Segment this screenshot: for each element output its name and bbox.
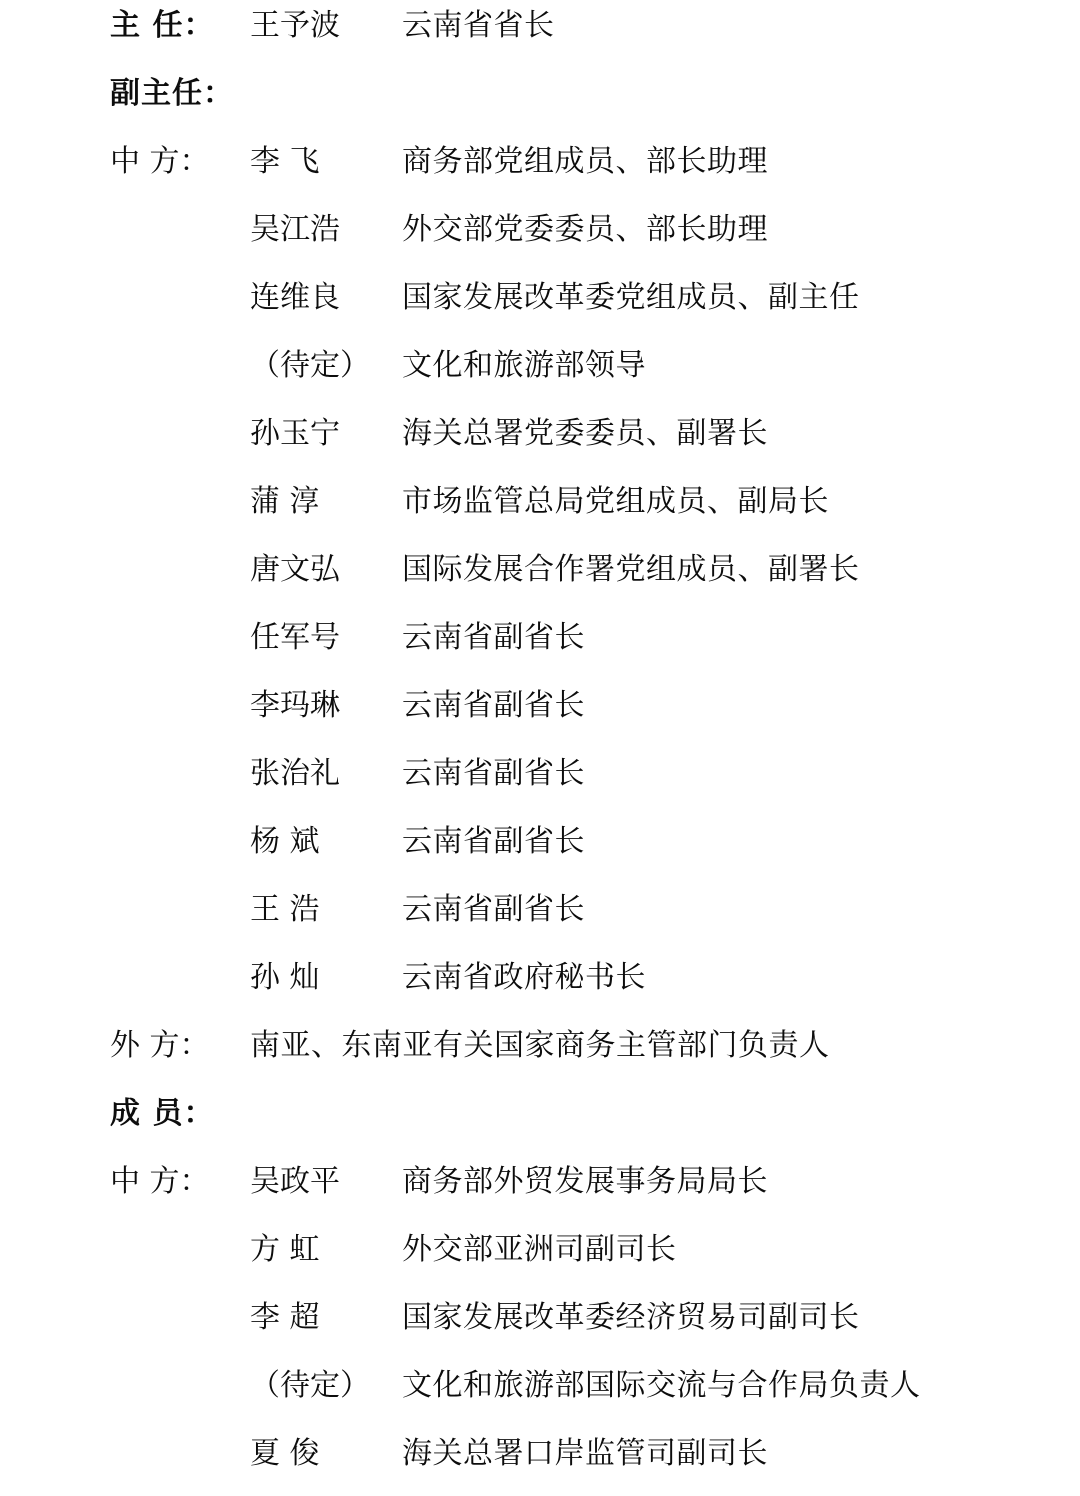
person-name: （待定） [250,348,370,383]
person-title: 国家发展改革委经济贸易司副司长 [402,1300,860,1335]
vice-chair-chinese-row-0 [0,136,1040,204]
chair-name: 王予波 [250,8,340,43]
person-name: 蒲 淳 [250,484,320,519]
vice-chair-chinese-row-1 [0,204,1040,272]
members-chinese-row-1 [0,1224,1040,1292]
person-name: 李玛琳 [250,688,340,723]
person-title: 云南省副省长 [402,824,585,859]
person-name: 孙 灿 [250,960,320,995]
vice-chair-chinese-row-5 [0,476,1040,544]
person-title: 文化和旅游部领导 [402,348,646,383]
chair-row [0,0,1040,68]
person-title: 海关总署党委委员、副署长 [402,416,768,451]
vice-chair-chinese-row-4 [0,408,1040,476]
vice-chair-chinese-row-8 [0,680,1040,748]
person-name: 张治礼 [250,756,340,791]
vice-chair-chinese-row-3 [0,340,1040,408]
person-title: 云南省副省长 [402,688,585,723]
person-name: 孙玉宁 [250,416,340,451]
person-name: 方 虹 [250,1232,320,1267]
person-title: 外交部党委委员、部长助理 [402,212,768,247]
vice-chair-foreign-text: 南亚、东南亚有关国家商务主管部门负责人 [250,1028,830,1063]
person-title: 市场监管总局党组成员、副局长 [402,484,829,519]
person-title: 商务部外贸发展事务局局长 [402,1164,768,1199]
person-name: 李 飞 [250,144,320,179]
vice-chair-chinese-label: 中 方： [110,144,210,179]
members-heading-row [0,1088,1040,1156]
person-title: 海关总署口岸监管司副司长 [402,1436,768,1471]
person-title: 外交部亚洲司副司长 [402,1232,677,1267]
vice-chair-chinese-row-7 [0,612,1040,680]
person-name: 唐文弘 [250,552,340,587]
members-chinese-row-4 [0,1428,1040,1496]
person-name: 吴江浩 [250,212,340,247]
person-title: 云南省副省长 [402,620,585,655]
vice-chair-heading-row [0,68,1040,136]
person-title: 国家发展改革委党组成员、副主任 [402,280,860,315]
vice-chair-chinese-row-6 [0,544,1040,612]
vice-chair-chinese-row-9 [0,748,1040,816]
person-name: （待定） [250,1368,370,1403]
vice-chair-chinese-row-12 [0,952,1040,1020]
chair-title: 云南省省长 [402,8,555,43]
person-name: 夏 俊 [250,1436,320,1471]
person-name: 任军号 [250,620,340,655]
person-title: 云南省副省长 [402,892,585,927]
person-title: 商务部党组成员、部长助理 [402,144,768,179]
members-heading: 成 员： [110,1096,215,1131]
person-name: 杨 斌 [250,824,320,859]
person-title: 国际发展合作署党组成员、副署长 [402,552,860,587]
person-name: 吴政平 [250,1164,340,1199]
vice-chair-foreign-label: 外 方： [110,1028,210,1063]
person-name: 王 浩 [250,892,320,927]
members-chinese-row-0 [0,1156,1040,1224]
members-chinese-row-3 [0,1360,1040,1428]
vice-chair-foreign-row [0,1020,1040,1088]
person-title: 云南省政府秘书长 [402,960,646,995]
person-title: 文化和旅游部国际交流与合作局负责人 [402,1368,921,1403]
members-chinese-row-2 [0,1292,1040,1360]
chair-label: 主 任： [110,8,215,43]
vice-chair-chinese-row-11 [0,884,1040,952]
person-name: 李 超 [250,1300,320,1335]
vice-chair-chinese-row-10 [0,816,1040,884]
members-chinese-label: 中 方： [110,1164,210,1199]
vice-chair-heading: 副主任： [110,76,234,111]
vice-chair-chinese-row-2 [0,272,1040,340]
person-title: 云南省副省长 [402,756,585,791]
person-name: 连维良 [250,280,340,315]
